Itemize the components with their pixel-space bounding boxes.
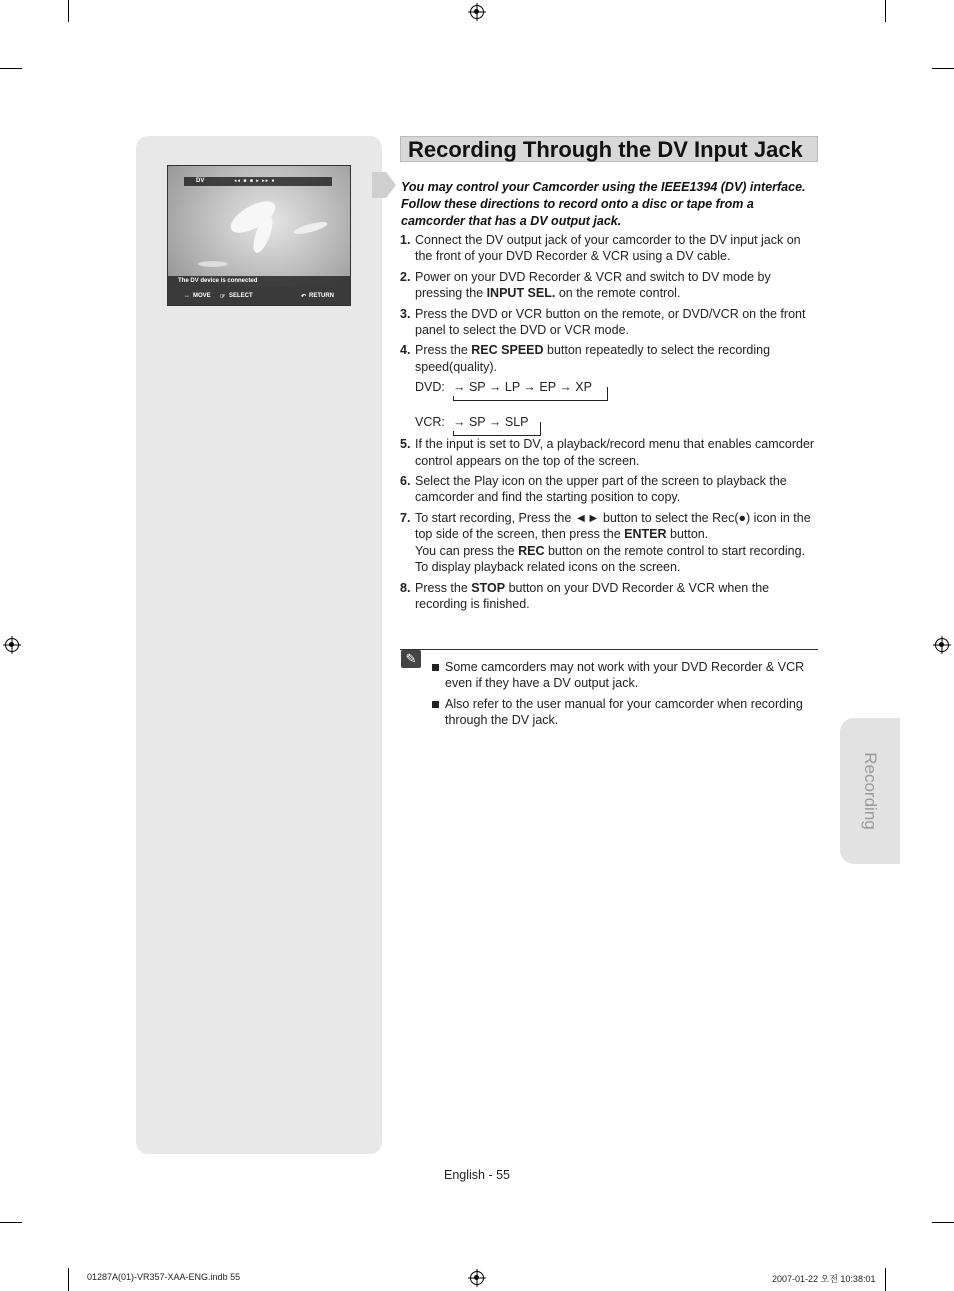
list-item: 7. To start recording, Press the ◄► button to select the Rec(●) icon in the top side of the screen, then press the ENTER button. You can press the REC button on the remote control to start recording. To display playback related icons on the screen. bbox=[400, 510, 811, 575]
print-slug-file: 01287A(01)-VR357-XAA-ENG.indb 55 bbox=[87, 1272, 241, 1282]
registration-mark-icon bbox=[935, 638, 949, 652]
intro-text: You may control your Camcorder using the IEEE1394 (DV) interface. Follow these directions to record onto a disc or tape from a camcorder that has a DV output jack. bbox=[401, 180, 806, 228]
page-title: Recording Through the DV Input Jack bbox=[408, 137, 803, 162]
return-icon: ↶ bbox=[301, 294, 307, 300]
crop-mark bbox=[932, 1222, 954, 1223]
registration-mark-icon bbox=[470, 5, 484, 19]
notes-list bbox=[430, 659, 818, 733]
osd-controls: ◂◂ ■ ■ ▸ ▸▸ ● bbox=[234, 178, 276, 184]
osd-nav bbox=[168, 287, 350, 306]
dvd-speed-flow: DVD: → SP → LP → EP → XP bbox=[400, 379, 820, 414]
bullet-icon bbox=[432, 664, 439, 671]
osd-status: The DV device is connected bbox=[168, 276, 350, 287]
list-item: 6. Select the Play icon on the upper part of the screen to playback the camcorder and find the starting position to copy. bbox=[400, 474, 787, 505]
list-item: 8. Press the STOP button on your DVD Recorder & VCR when the recording is finished. bbox=[400, 580, 770, 611]
osd-move: MOVE bbox=[193, 293, 211, 299]
registration-mark-icon bbox=[470, 1271, 484, 1285]
osd-source: DV bbox=[196, 178, 205, 184]
crop-mark bbox=[885, 0, 886, 22]
osd-return: RETURN bbox=[309, 293, 334, 299]
select-icon: ☞ bbox=[220, 294, 226, 300]
bird-image bbox=[293, 220, 329, 237]
list-item: 5. If the input is set to DV, a playback/record menu that enables camcorder control appears on the top of the screen. bbox=[400, 437, 815, 468]
steps-list bbox=[400, 232, 820, 616]
page-number: English - 55 bbox=[443, 1168, 510, 1182]
crop-mark bbox=[885, 1268, 886, 1291]
move-icon: ↔ bbox=[184, 293, 190, 299]
list-item: 4. Press the REC SPEED button repeatedly to select the recording speed(quality). bbox=[400, 343, 771, 374]
bird-image bbox=[198, 261, 228, 267]
list-item: 3. Press the DVD or VCR button on the remote, or DVD/VCR on the front panel to select the DVD or VCR mode. bbox=[400, 306, 806, 338]
note-divider bbox=[400, 649, 818, 650]
vcr-speed-flow: VCR: → SP → SLP bbox=[400, 414, 820, 436]
bullet-icon bbox=[432, 701, 439, 708]
list-item: 1. Connect the DV output jack of your camcorder to the DV input jack on the front of your DVD Recorder & VCR using a DV cable. bbox=[400, 233, 801, 264]
pointer-arrow-icon bbox=[372, 166, 396, 204]
crop-mark bbox=[932, 68, 954, 69]
list-item: Some camcorders may not work with your DVD Recorder & VCR even if they have a DV output jack. bbox=[430, 659, 818, 692]
crop-mark bbox=[68, 0, 69, 22]
crop-mark bbox=[0, 68, 22, 69]
crop-mark bbox=[0, 1222, 22, 1223]
list-item: 2. Power on your DVD Recorder & VCR and switch to DV mode by pressing the INPUT SEL. on the remote control. bbox=[400, 269, 771, 301]
section-label: Recording bbox=[861, 752, 880, 830]
note-pencil-icon: ✎ bbox=[401, 650, 421, 668]
list-item: Also refer to the user manual for your camcorder when recording through the DV jack. bbox=[430, 696, 818, 729]
osd-select: SELECT bbox=[229, 293, 253, 299]
crop-mark bbox=[68, 1268, 69, 1291]
print-slug-date: 2007-01-22 오전 10:38:01 bbox=[772, 1274, 876, 1284]
registration-mark-icon bbox=[5, 638, 19, 652]
tv-screen-illustration bbox=[167, 165, 351, 306]
